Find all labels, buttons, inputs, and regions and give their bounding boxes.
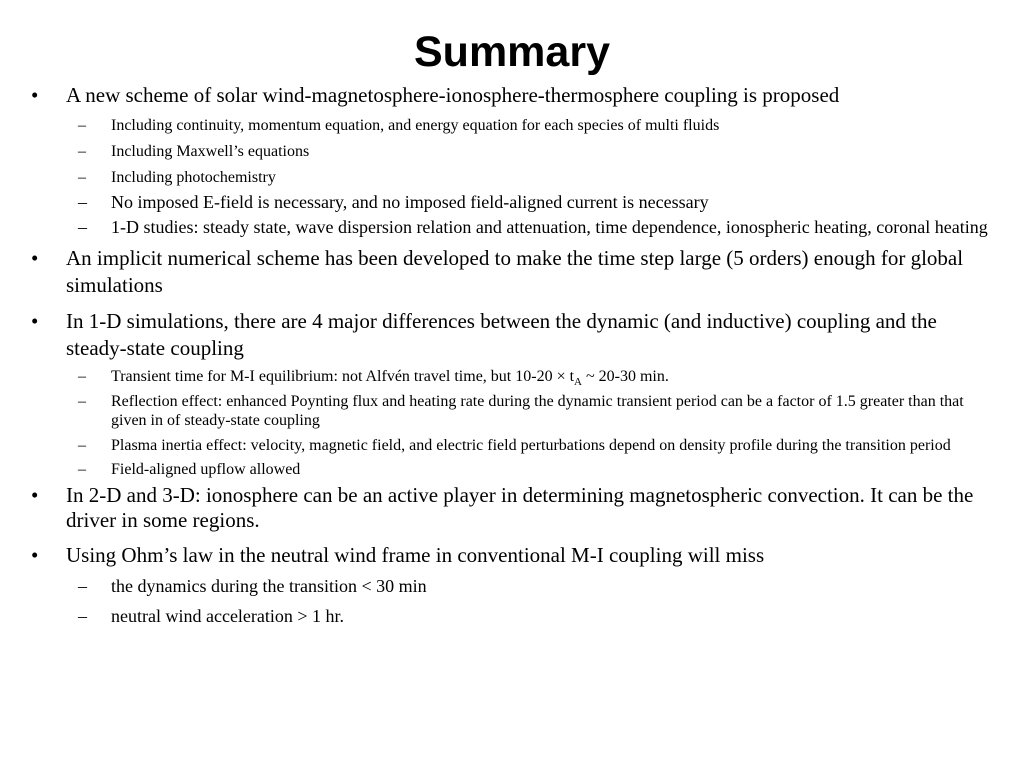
sub-bullet-item (0, 191, 1024, 213)
bullet-item (0, 483, 1024, 533)
sub-bullet-text-before: Transient time for M-I equilibrium: not Alfvén travel time, but 10-20 × t (111, 368, 575, 385)
dash-marker: – (78, 461, 86, 478)
sub-bullet-item (0, 168, 1024, 187)
sub-bullet-text: 1-D studies: steady state, wave dispersion relation and attenuation, time dependence, ionospheric heating, coronal heating (111, 217, 988, 237)
slide-title: Summary (414, 28, 610, 76)
sub-bullet-text: the dynamics during the transition < 30 min (111, 576, 427, 596)
bullet-text: An implicit numerical scheme has been developed to make the time step large (5 orders) enough for global simulations (66, 246, 964, 297)
sub-bullet-text: neutral wind acceleration > 1 hr. (111, 606, 345, 626)
sub-bullet-text: Including continuity, momentum equation, and energy equation for each species of multi fluids (111, 117, 720, 134)
bullet-text: In 1-D simulations, there are 4 major differences between the dynamic (and inductive) coupling and the steady-state coupling (66, 309, 937, 360)
sub-bullet-item (0, 460, 1024, 479)
sub-bullet-text: No imposed E-field is necessary, and no imposed field-aligned current is necessary (111, 192, 709, 212)
sub-bullet-text: Including photochemistry (111, 169, 276, 186)
sub-bullet-text: Including Maxwell’s equations (111, 143, 310, 160)
dash-marker: – (78, 576, 87, 596)
dash-marker: – (78, 437, 86, 454)
dash-marker: – (78, 393, 86, 410)
bullet-item (0, 542, 1024, 569)
bullet-marker: • (31, 246, 39, 270)
sub-bullet-item (0, 116, 1024, 135)
sub-bullet-item (0, 142, 1024, 161)
bullet-item (0, 82, 1024, 109)
sub-bullet-item (0, 575, 1024, 597)
dash-marker: – (78, 217, 87, 237)
bullet-marker: • (31, 83, 39, 107)
sub-bullet-item (0, 367, 1024, 389)
bullet-text: A new scheme of solar wind-magnetosphere-ionosphere-thermosphere coupling is proposed (66, 83, 840, 107)
sub-bullet-text: Reflection effect: enhanced Poynting flux and heating rate during the dynamic transient period can be a factor of 1.5 greater than that given in of steady-state coupling (111, 393, 964, 429)
slide-content (0, 82, 1024, 627)
dash-marker: – (78, 606, 87, 626)
sub-bullet-text-after: ~ 20-30 min. (581, 368, 669, 385)
sub-bullet-item (0, 217, 1024, 238)
bullet-marker: • (31, 483, 39, 507)
dash-marker: – (78, 143, 86, 160)
dash-marker: – (78, 192, 87, 212)
dash-marker: – (78, 368, 86, 385)
sub-bullet-item (0, 605, 1024, 627)
sub-bullet-text: Plasma inertia effect: velocity, magnetic field, and electric field perturbations depend on density profile during the transition period (111, 437, 951, 454)
sub-bullet-item (0, 436, 1024, 455)
bullet-marker: • (31, 309, 39, 333)
bullet-text: Using Ohm’s law in the neutral wind frame in conventional M-I coupling will miss (66, 543, 765, 567)
bullet-marker: • (31, 543, 39, 567)
bullet-item (0, 245, 1024, 299)
sub-bullet-text: Field-aligned upflow allowed (111, 461, 301, 478)
dash-marker: – (78, 169, 86, 186)
sub-bullet-item (0, 392, 1024, 430)
subscript: A (574, 376, 582, 389)
bullet-item (0, 308, 1024, 362)
bullet-text: In 2-D and 3-D: ionosphere can be an active player in determining magnetospheric convection. It can be the driver in some regions. (66, 483, 974, 532)
dash-marker: – (78, 117, 86, 134)
